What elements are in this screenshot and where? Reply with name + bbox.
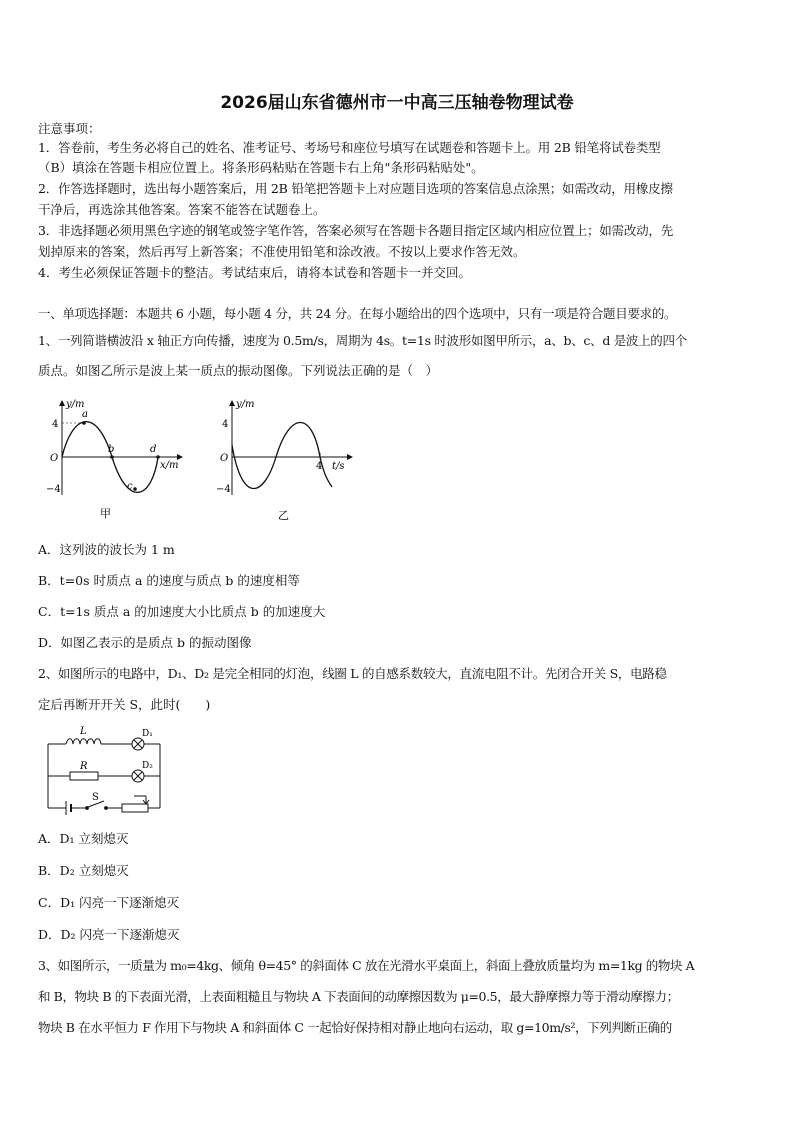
x-label: x/m	[160, 460, 179, 471]
label-l: L	[80, 726, 87, 737]
vibration-curve	[232, 423, 332, 489]
label-d1: D₁	[142, 729, 153, 739]
q1-option-c[interactable]: C．t=1s 质点 a 的加速度大小比质点 b 的加速度大	[38, 604, 326, 619]
point-a	[82, 421, 86, 425]
y-label: y/m	[66, 399, 85, 410]
label-r: R	[80, 761, 88, 772]
tick-bottom: −4	[46, 484, 61, 495]
q1-stem: 质点。如图乙所示是波上某一质点的振动图像。下列说法正确的是（ ）	[38, 363, 439, 378]
tick-4: 4	[316, 461, 323, 472]
q3-stem: 3、如图所示，一质量为 m₀=4kg、倾角 θ=45° 的斜面体 C 放在光滑水平桌面上，斜面上叠放质量均为 m=1kg 的物块 A	[38, 958, 695, 973]
q1-option-b[interactable]: B．t=0s 时质点 a 的速度与质点 b 的速度相等	[38, 573, 300, 588]
q2-stem: 定后再断开开关 S，此时( )	[38, 697, 211, 712]
section-heading: 一、单项选择题：本题共 6 小题，每小题 4 分，共 24 分。在每小题给出的四个选项中，只有一项是符合题目要求的。	[38, 306, 677, 321]
q2-stem: 2、如图所示的电路中，D₁、D₂ 是完全相同的灯泡，线圈 L 的自感系数较大，直流电阻不计。先闭合开关 S，电路稳	[38, 666, 667, 681]
tick-top: 4	[222, 419, 229, 430]
point-b	[110, 455, 114, 459]
label-d: d	[150, 444, 157, 455]
notice-heading: 注意事项：	[38, 121, 101, 136]
caption-yi: 乙	[278, 509, 289, 522]
notice-line: 3．非选择题必须用黑色字迹的钢笔或签字笔作答，答案必须写在答题卡各题目指定区域内相应位置上；如需改动，先	[38, 223, 674, 238]
origin-label: O	[220, 453, 229, 464]
q2-option-b[interactable]: B．D₂ 立刻熄灭	[38, 863, 129, 878]
point-c	[133, 487, 137, 491]
notice-line: 2．作答选择题时，选出每小题答案后，用 2B 铅笔把答题卡上对应题目选项的答案信息点涂黑；如需改动，用橡皮擦	[38, 181, 673, 196]
q2-option-d[interactable]: D．D₂ 闪亮一下逐渐熄灭	[38, 927, 180, 942]
tick-bottom: −4	[216, 484, 231, 495]
caption-jia: 甲	[100, 507, 111, 520]
origin-label: O	[50, 453, 59, 464]
q3-stem: 和 B，物块 B 的下表面光滑，上表面粗糙且与物块 A 下表面间的动摩擦因数为 μ=0.5，最大静摩擦力等于滑动摩擦力；	[38, 989, 679, 1004]
rheostat	[122, 804, 148, 812]
label-b: b	[108, 444, 115, 455]
t-label: t/s	[332, 461, 345, 472]
notice-line: 划掉原来的答案，然后再写上新答案；不准使用铅笔和涂改液。不按以上要求作答无效。	[38, 244, 526, 259]
label-c: c	[127, 481, 133, 492]
q1-option-a[interactable]: A．这列波的波长为 1 m	[38, 542, 175, 557]
label-a: a	[82, 409, 88, 420]
q1-figure-yi	[212, 395, 362, 525]
q2-circuit-diagram	[40, 722, 170, 822]
label-s: S	[92, 792, 99, 803]
q2-option-a[interactable]: A．D₁ 立刻熄灭	[38, 831, 129, 846]
inductor-coil	[66, 739, 101, 744]
q1-option-d[interactable]: D．如图乙表示的是质点 b 的振动图像	[38, 635, 252, 650]
notice-line: （B）填涂在答题卡相应位置上。将条形码粘贴在答题卡右上角"条形码粘贴处"。	[38, 160, 484, 175]
exam-title: 2026届山东省德州市一中高三压轴卷物理试卷	[220, 93, 574, 113]
q2-option-c[interactable]: C．D₁ 闪亮一下逐渐熄灭	[38, 895, 180, 910]
notice-line: 干净后，再选涂其他答案。答案不能答在试题卷上。	[38, 202, 326, 217]
q1-figure-jia	[44, 395, 194, 525]
point-d	[156, 455, 160, 459]
tick-top: 4	[52, 419, 59, 430]
notice-line: 1．答卷前，考生务必将自己的姓名、准考证号、考场号和座位号填写在试题卷和答题卡上。用 2B 铅笔将试卷类型	[38, 140, 661, 155]
q1-stem: 1、一列简谐横波沿 x 轴正方向传播，速度为 0.5m/s，周期为 4s。t=1s 时波形如图甲所示，a、b、c、d 是波上的四个	[38, 333, 687, 348]
resistor	[70, 772, 98, 780]
label-d2: D₂	[142, 761, 153, 771]
notice-line: 4．考生必须保证答题卡的整洁。考试结束后，请将本试卷和答题卡一并交回。	[38, 265, 471, 280]
y-label: y/m	[236, 399, 255, 410]
q3-stem: 物块 B 在水平恒力 F 作用下与物块 A 和斜面体 C 一起恰好保持相对静止地向右运动，取 g=10m/s²，下列判断正确的	[38, 1020, 672, 1035]
